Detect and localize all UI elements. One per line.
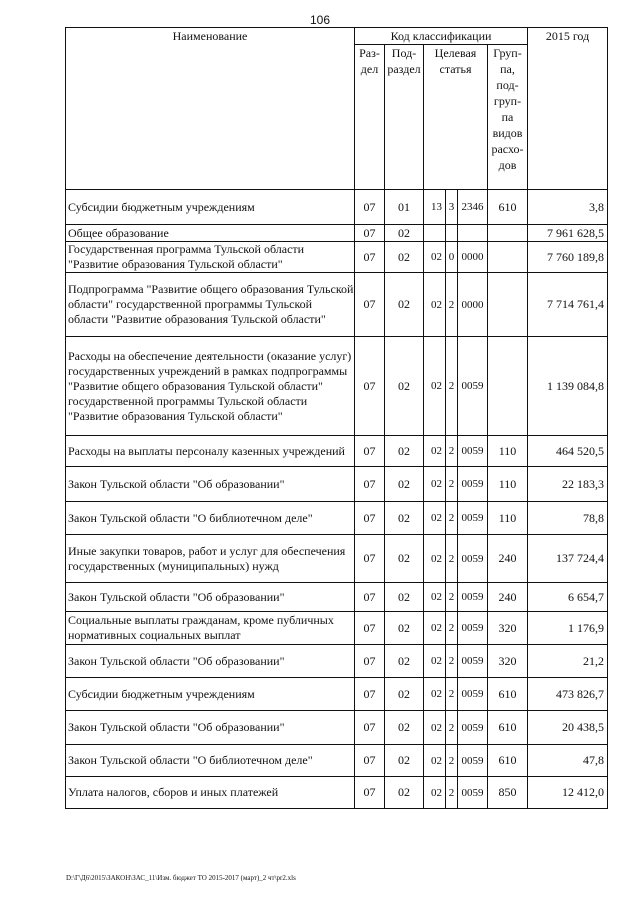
row-name: Закон Тульской области "Об образовании" (66, 711, 355, 745)
row-target-code (458, 225, 488, 242)
row-amount: 78,8 (528, 502, 608, 535)
row-target-code: 0059 (458, 777, 488, 809)
row-target-subprogram (446, 225, 458, 242)
row-target-program: 02 (424, 612, 446, 645)
row-subsection: 02 (385, 745, 424, 777)
row-name: Социальные выплаты гражданам, кроме публичных нормативных социальных выплат (66, 612, 355, 645)
row-name: Подпрограмма "Развитие общего образования Тульской области" государственной программы Тульской области "Развитие образования Тульской области" (66, 273, 355, 337)
row-section: 07 (355, 436, 385, 467)
row-subsection: 02 (385, 612, 424, 645)
row-target-subprogram: 2 (446, 645, 458, 678)
row-amount: 22 183,3 (528, 467, 608, 502)
row-section: 07 (355, 678, 385, 711)
row-name: Закон Тульской области "Об образовании" (66, 467, 355, 502)
row-expense-group: 110 (488, 467, 528, 502)
row-target-subprogram: 2 (446, 535, 458, 583)
row-subsection: 02 (385, 502, 424, 535)
row-name: Субсидии бюджетным учреждениям (66, 190, 355, 225)
row-section: 07 (355, 711, 385, 745)
row-target-program: 02 (424, 502, 446, 535)
row-section: 07 (355, 273, 385, 337)
row-target-program: 02 (424, 645, 446, 678)
row-target-code: 0059 (458, 467, 488, 502)
table-row (66, 583, 608, 612)
row-section: 07 (355, 583, 385, 612)
header-classification: Код классификации (355, 28, 528, 45)
row-target-subprogram: 2 (446, 678, 458, 711)
row-name: Государственная программа Тульской области "Развитие образования Тульской области" (66, 242, 355, 273)
row-section: 07 (355, 242, 385, 273)
header-name: Наименование (66, 28, 355, 190)
row-amount: 7 760 189,8 (528, 242, 608, 273)
row-target-program: 02 (424, 467, 446, 502)
table-row (66, 612, 608, 645)
table-row (66, 645, 608, 678)
row-target-subprogram: 2 (446, 273, 458, 337)
row-amount: 20 438,5 (528, 711, 608, 745)
table-body (66, 190, 608, 809)
row-target-program (424, 225, 446, 242)
row-target-program: 02 (424, 535, 446, 583)
row-amount: 47,8 (528, 745, 608, 777)
row-section: 07 (355, 645, 385, 678)
row-target-subprogram: 2 (446, 711, 458, 745)
row-target-subprogram: 2 (446, 612, 458, 645)
row-target-subprogram: 2 (446, 583, 458, 612)
row-target-program: 02 (424, 777, 446, 809)
row-target-code: 2346 (458, 190, 488, 225)
row-expense-group: 320 (488, 645, 528, 678)
row-expense-group: 240 (488, 535, 528, 583)
page-number: 106 (309, 13, 331, 27)
row-expense-group: 320 (488, 612, 528, 645)
row-name: Закон Тульской области "Об образовании" (66, 645, 355, 678)
row-target-code: 0059 (458, 612, 488, 645)
row-amount: 21,2 (528, 645, 608, 678)
row-target-code: 0059 (458, 583, 488, 612)
table-row (66, 535, 608, 583)
row-subsection: 02 (385, 467, 424, 502)
row-target-program: 02 (424, 242, 446, 273)
header-expense-group: Груп- па, под- груп- па видов расхо- дов (488, 45, 528, 190)
row-name: Расходы на выплаты персоналу казенных учреждений (66, 436, 355, 467)
row-target-subprogram: 0 (446, 242, 458, 273)
row-amount: 137 724,4 (528, 535, 608, 583)
row-section: 07 (355, 337, 385, 436)
table-row (66, 436, 608, 467)
row-subsection: 02 (385, 337, 424, 436)
row-target-code: 0059 (458, 678, 488, 711)
header-year: 2015 год (528, 28, 608, 190)
row-subsection: 02 (385, 678, 424, 711)
row-section: 07 (355, 745, 385, 777)
row-expense-group: 240 (488, 583, 528, 612)
row-expense-group (488, 337, 528, 436)
row-section: 07 (355, 467, 385, 502)
header-section: Раз- дел (355, 45, 385, 190)
table-row (66, 745, 608, 777)
row-target-subprogram: 2 (446, 467, 458, 502)
row-target-code: 0059 (458, 645, 488, 678)
row-target-subprogram: 2 (446, 745, 458, 777)
table-row (66, 678, 608, 711)
budget-table (65, 27, 608, 809)
row-name: Закон Тульской области "Об образовании" (66, 583, 355, 612)
row-expense-group: 610 (488, 711, 528, 745)
row-expense-group: 610 (488, 678, 528, 711)
table-row (66, 190, 608, 225)
row-subsection: 02 (385, 777, 424, 809)
row-subsection: 02 (385, 583, 424, 612)
row-subsection: 02 (385, 273, 424, 337)
row-target-program: 02 (424, 273, 446, 337)
table-row (66, 777, 608, 809)
row-amount: 464 520,5 (528, 436, 608, 467)
row-target-code: 0059 (458, 745, 488, 777)
row-section: 07 (355, 777, 385, 809)
row-section: 07 (355, 502, 385, 535)
row-name: Закон Тульской области "О библиотечном деле" (66, 745, 355, 777)
header-subsection: Под- раздел (385, 45, 424, 190)
row-target-program: 02 (424, 583, 446, 612)
row-amount: 3,8 (528, 190, 608, 225)
row-amount: 7 961 628,5 (528, 225, 608, 242)
row-target-code: 0059 (458, 337, 488, 436)
row-amount: 473 826,7 (528, 678, 608, 711)
table-row (66, 502, 608, 535)
row-target-program: 02 (424, 436, 446, 467)
row-expense-group: 610 (488, 190, 528, 225)
row-target-subprogram: 2 (446, 436, 458, 467)
row-target-subprogram: 2 (446, 777, 458, 809)
row-expense-group (488, 242, 528, 273)
row-target-subprogram: 2 (446, 502, 458, 535)
row-name: Субсидии бюджетным учреждениям (66, 678, 355, 711)
header-target-article: Целевая статья (424, 45, 488, 190)
row-section: 07 (355, 535, 385, 583)
row-subsection: 02 (385, 645, 424, 678)
row-target-program: 02 (424, 745, 446, 777)
row-section: 07 (355, 190, 385, 225)
table-row (66, 273, 608, 337)
table-row (66, 711, 608, 745)
row-name: Иные закупки товаров, работ и услуг для обеспечения государственных (муниципальных) нужд (66, 535, 355, 583)
row-name: Уплата налогов, сборов и иных платежей (66, 777, 355, 809)
table-row (66, 225, 608, 242)
row-target-code: 0059 (458, 711, 488, 745)
row-target-program: 02 (424, 678, 446, 711)
row-subsection: 02 (385, 242, 424, 273)
row-target-program: 02 (424, 711, 446, 745)
table-row (66, 242, 608, 273)
row-subsection: 01 (385, 190, 424, 225)
row-expense-group (488, 225, 528, 242)
row-target-code: 0059 (458, 436, 488, 467)
row-target-program: 02 (424, 337, 446, 436)
row-target-code: 0059 (458, 502, 488, 535)
row-target-code: 0000 (458, 273, 488, 337)
row-subsection: 02 (385, 436, 424, 467)
row-amount: 12 412,0 (528, 777, 608, 809)
row-expense-group: 610 (488, 745, 528, 777)
row-target-subprogram: 2 (446, 337, 458, 436)
row-target-subprogram: 3 (446, 190, 458, 225)
row-subsection: 02 (385, 711, 424, 745)
row-expense-group: 110 (488, 502, 528, 535)
table-row (66, 337, 608, 436)
row-subsection: 02 (385, 225, 424, 242)
row-name: Закон Тульской области "О библиотечном деле" (66, 502, 355, 535)
file-path-footer: D:\Г\Д6\2015\ЗАКОН\ЗАС_11\Изм. бюджет ТО 2015-2017 (март)_2 чт\pr2.xls (66, 874, 296, 882)
row-subsection: 02 (385, 535, 424, 583)
row-target-code: 0059 (458, 535, 488, 583)
row-name: Расходы на обеспечение деятельности (оказание услуг) государственных учреждений в рамках подпрограммы "Развитие общего образования Тульской области" государственной программы Тульской области "Развитие образования Тульской области" (66, 337, 355, 436)
row-target-code: 0000 (458, 242, 488, 273)
table-row (66, 467, 608, 502)
row-name: Общее образование (66, 225, 355, 242)
row-amount: 7 714 761,4 (528, 273, 608, 337)
row-section: 07 (355, 612, 385, 645)
row-expense-group: 110 (488, 436, 528, 467)
row-expense-group (488, 273, 528, 337)
row-target-program: 13 (424, 190, 446, 225)
row-amount: 1 139 084,8 (528, 337, 608, 436)
row-amount: 1 176,9 (528, 612, 608, 645)
row-amount: 6 654,7 (528, 583, 608, 612)
row-expense-group: 850 (488, 777, 528, 809)
row-section: 07 (355, 225, 385, 242)
